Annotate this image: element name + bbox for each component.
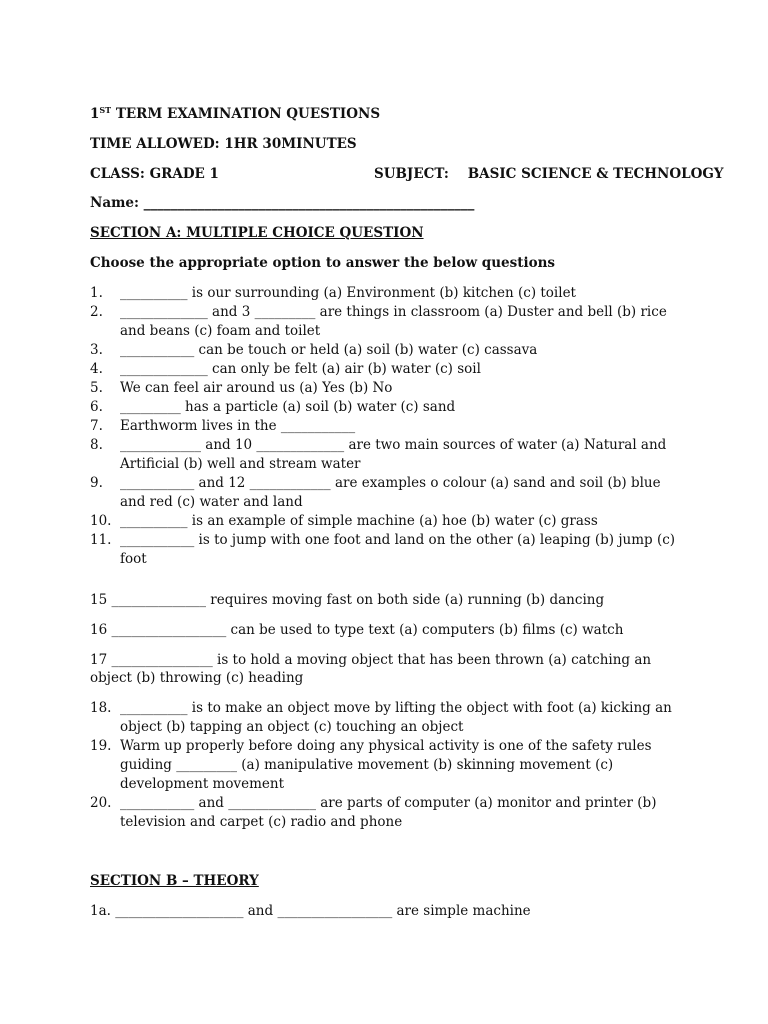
question-item — [90, 531, 690, 569]
class-label: CLASS: GRADE 1 — [90, 166, 219, 182]
subject-label: SUBJECT: BASIC SCIENCE & TECHNOLOGY — [374, 166, 724, 182]
question-text: ___________ is to jump with one foot and land on the other (a) leaping (b) jump (c) foot — [120, 532, 676, 567]
question-item — [90, 303, 690, 341]
question-16: 16 _________________ can be used to type text (a) computers (b) films (c) watch — [90, 622, 624, 638]
question-item — [90, 398, 690, 417]
question-text: ____________ and 10 _____________ are two main sources of water (a) Natural and Artificial (b) well and stream water — [120, 437, 667, 472]
question-item — [90, 341, 690, 360]
question-number: 20. — [90, 795, 112, 811]
question-number: 8. — [90, 437, 103, 453]
question-item — [90, 436, 690, 474]
question-text: Warm up properly before doing any physical activity is one of the safety rules guiding _________ (a) manipulative movement (b) skinning movement (c) development movement — [120, 738, 652, 792]
question-text: __________ is to make an object move by lifting the object with foot (a) kicking an object (b) tapping an object (c) touching an object — [120, 700, 672, 735]
question-item — [90, 699, 690, 737]
question-text: _________ has a particle (a) soil (b) water (c) sand — [120, 399, 456, 415]
question-number: 6. — [90, 399, 103, 415]
class-subject-line — [90, 166, 724, 182]
title-rest: TERM EXAMINATION QUESTIONS — [111, 106, 381, 122]
question-number: 18. — [90, 700, 112, 716]
question-item — [90, 474, 690, 512]
question-text: ___________ and _____________ are parts of computer (a) monitor and printer (b) television and carpet (c) radio and phone — [120, 795, 657, 830]
question-item — [90, 737, 690, 794]
question-number: 9. — [90, 475, 103, 491]
instruction-text: Choose the appropriate option to answer the below questions — [90, 255, 555, 271]
questions-list-1 — [90, 284, 690, 569]
question-item — [90, 284, 690, 303]
question-text: _____________ and 3 _________ are things in classroom (a) Duster and bell (b) rice and beans (c) foam and toilet — [120, 304, 667, 339]
question-number: 7. — [90, 418, 103, 434]
questions-list-2 — [90, 699, 690, 832]
question-item — [90, 512, 690, 531]
question-item — [90, 360, 690, 379]
question-text: Earthworm lives in the ___________ — [120, 418, 356, 434]
question-text: __________ is our surrounding (a) Environment (b) kitchen (c) toilet — [120, 285, 576, 301]
section-b-heading: SECTION B – THEORY — [90, 873, 259, 889]
question-number: 5. — [90, 380, 103, 396]
title-superscript: ST — [99, 105, 112, 115]
question-item — [90, 794, 690, 832]
question-17: 17 _______________ is to hold a moving object that has been thrown (a) catching an object (b) throwing (c) heading — [90, 652, 652, 686]
exam-title — [90, 106, 380, 122]
question-item — [90, 417, 690, 436]
question-number: 11. — [90, 532, 112, 548]
question-number: 1. — [90, 285, 103, 301]
question-text: ___________ and 12 ____________ are examples o colour (a) sand and soil (b) blue and red (c) water and land — [120, 475, 661, 510]
question-item — [90, 379, 690, 398]
question-number: 3. — [90, 342, 103, 358]
question-15: 15 ______________ requires moving fast on both side (a) running (b) dancing — [90, 592, 605, 608]
question-number: 19. — [90, 738, 112, 754]
question-1a: 1a. ___________________ and _________________ are simple machine — [90, 903, 531, 919]
question-text: _____________ can only be felt (a) air (b) water (c) soil — [120, 361, 481, 377]
question-number: 2. — [90, 304, 103, 320]
question-number: 10. — [90, 513, 112, 529]
question-text: ___________ can be touch or held (a) soil (b) water (c) cassava — [120, 342, 538, 358]
question-number: 4. — [90, 361, 103, 377]
name-field: Name: _________________________________________________ — [90, 195, 475, 211]
section-a-heading: SECTION A: MULTIPLE CHOICE QUESTION — [90, 225, 424, 241]
time-allowed: TIME ALLOWED: 1HR 30MINUTES — [90, 136, 357, 152]
question-text: We can feel air around us (a) Yes (b) No — [120, 380, 393, 396]
title-number: 1 — [90, 106, 100, 122]
question-text: __________ is an example of simple machine (a) hoe (b) water (c) grass — [120, 513, 598, 529]
